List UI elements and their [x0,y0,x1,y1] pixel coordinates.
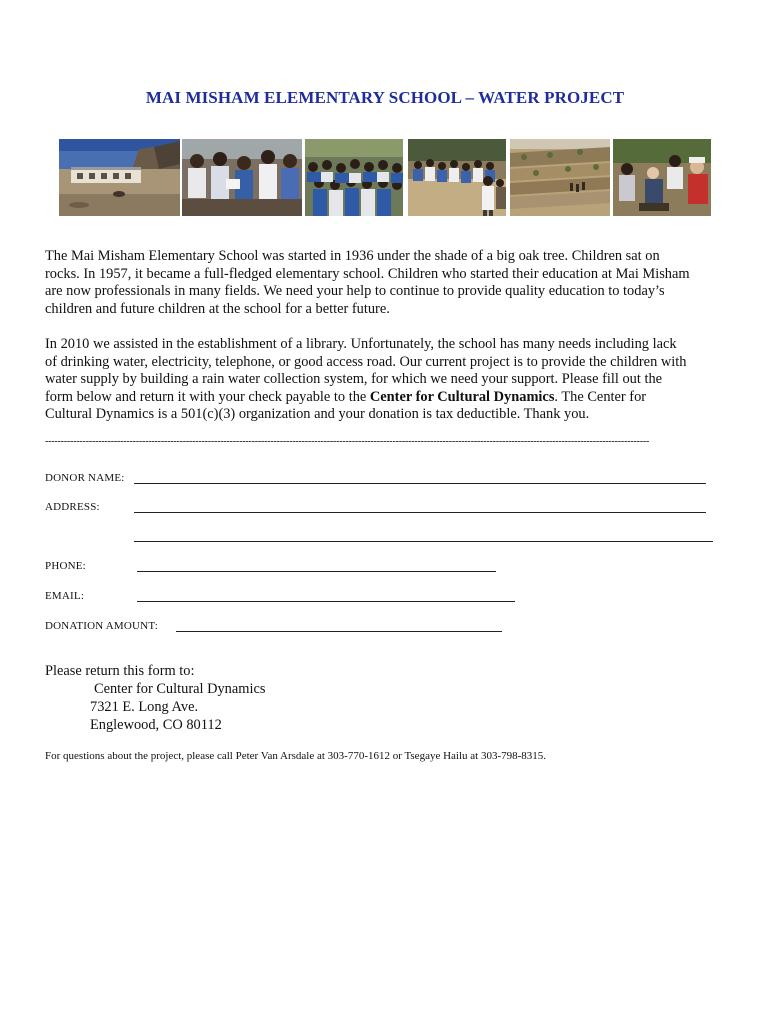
project-line-5: Cultural Dynamics is a 501(c)(3) organization and your donation is tax deductible. Thank you. [45,406,590,422]
intro-line-2: rocks. In 1957, it became a full-fledged elementary school. Children who started their education at Mai Misham [45,265,690,282]
intro-line-4: children and future children at the school for a better future. [45,300,390,317]
project-line-4 [45,389,735,407]
payee-name: Center for Cultural Dynamics [369,388,555,405]
phone-label: PHONE: [45,560,86,572]
project-line-4-end: . The Center for [554,388,647,405]
visitors-with-children-photo [613,139,711,216]
school-building-photo [59,139,180,216]
donation-amount-field[interactable] [176,631,502,632]
terraced-hillside-photo [510,139,610,216]
cut-line-separator: ------------------------------------------------------------------------------------------------------------------------------------------------------------------------------------------------- [45,436,650,447]
intro-line-3: are now professionals in many fields. We need your help to continue to provide quality education to today’s [45,283,665,299]
photo-strip [59,139,711,217]
donation-amount-label: DONATION AMOUNT: [45,620,158,632]
project-line-1: In 2010 we assisted in the establishment of a library. Unfortunately, the school has many needs including lack [45,336,677,352]
email-field[interactable] [137,601,515,602]
return-city: Englewood, CO 80112 [90,717,222,733]
address-field-line-1[interactable] [134,512,706,513]
address-field-line-2[interactable] [134,541,713,542]
return-org-name: Center for Cultural Dynamics [94,681,266,697]
project-line-4-start: form below and return it with your check payable to the [45,388,370,405]
outdoor-gathering-photo [408,139,506,216]
return-heading: Please return this form to: [45,663,195,679]
students-group-photo [182,139,302,216]
return-street: 7321 E. Long Ave. [90,699,199,715]
donor-name-label: DONOR NAME: [45,472,125,484]
project-line-3: water supply by building a rain water collection system, for which we need your support. Please fill out the [45,371,663,387]
project-line-2: of drinking water, electricity, telephone, or good access road. Our current project is to provide the children with [45,353,687,370]
project-paragraph [45,336,735,424]
email-label: EMAIL: [45,590,85,602]
students-crowd-photo [305,139,403,216]
page-title: MAI MISHAM ELEMENTARY SCHOOL – WATER PROJECT [145,88,625,107]
contact-footer: For questions about the project, please call Peter Van Arsdale at 303-770-1612 or Tsegaye Hailu at 303-798-8315. [45,750,547,762]
phone-field[interactable] [137,571,496,572]
address-label: ADDRESS: [45,501,100,513]
donor-name-field[interactable] [134,483,706,484]
intro-line-1: The Mai Misham Elementary School was started in 1936 under the shade of a big oak tree. Children sat on [45,248,660,264]
intro-paragraph [45,248,735,318]
